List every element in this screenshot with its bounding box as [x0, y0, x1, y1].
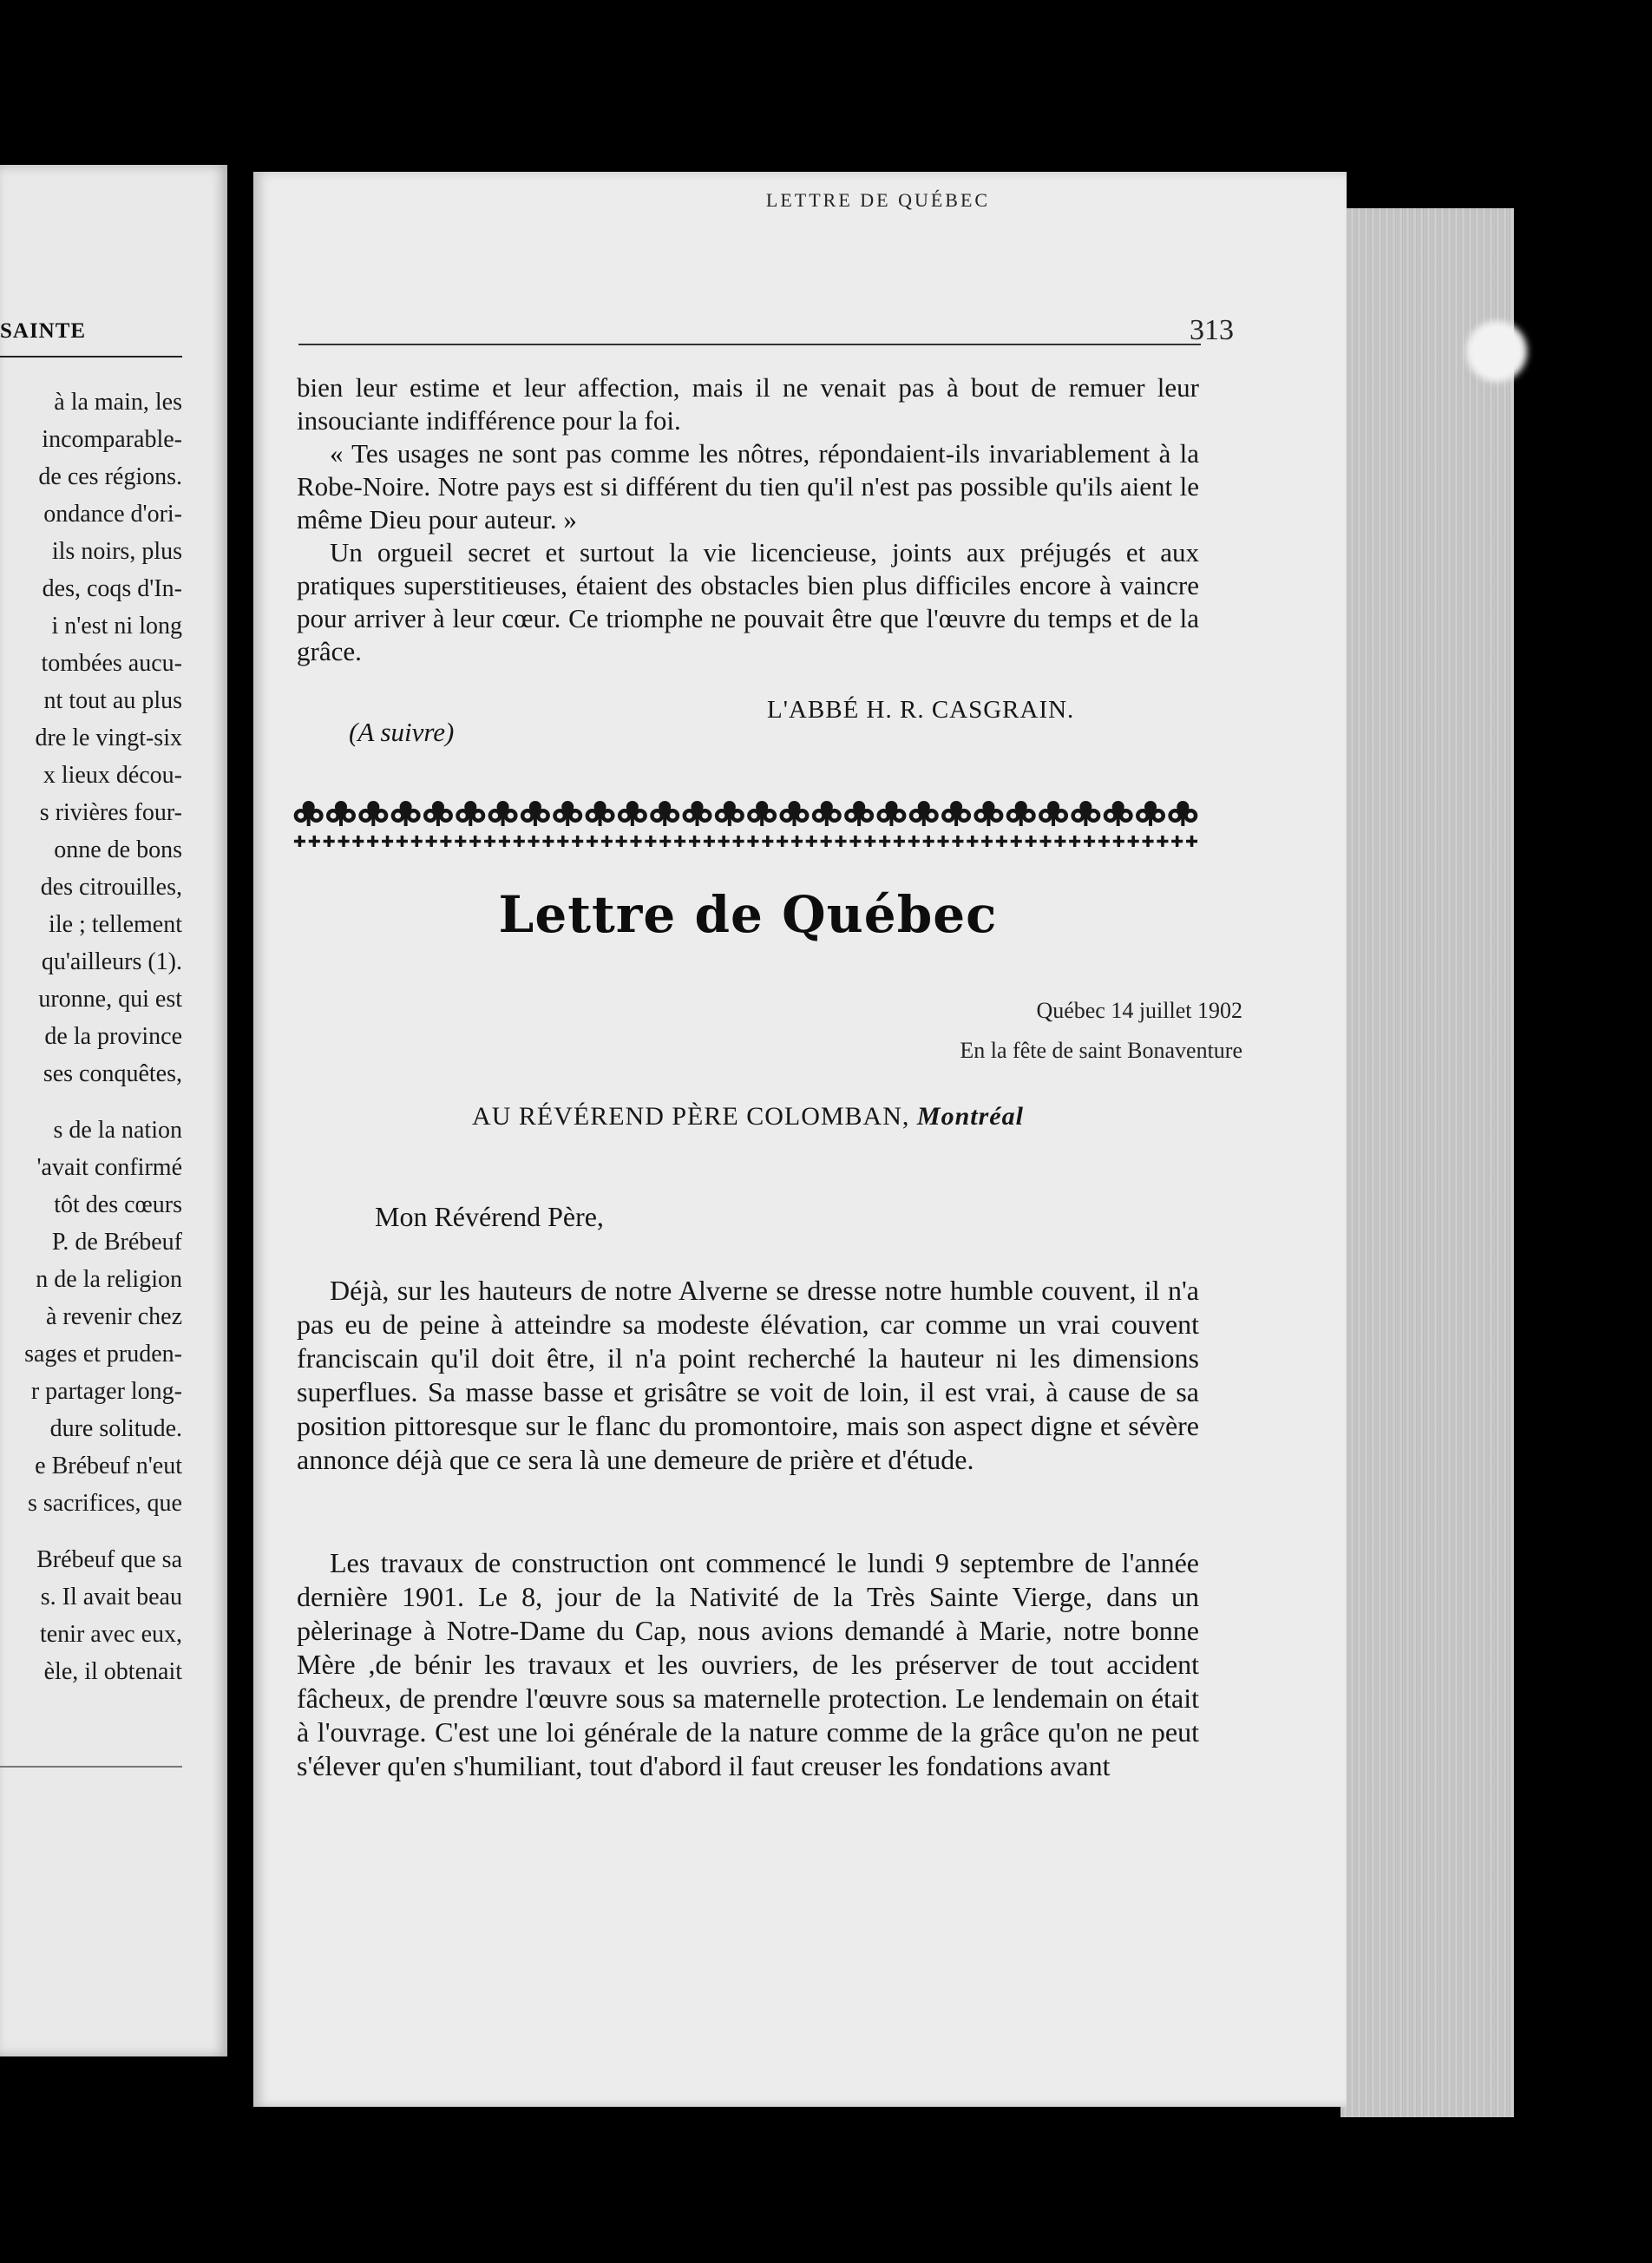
fleuron-icon	[488, 801, 518, 826]
left-text-line: ils noirs, plus	[51, 538, 182, 565]
cross-ornament-icon: ✚	[1111, 833, 1125, 851]
paragraph-continuation: bien leur estime et leur affection, mais il ne venait pas à bout de remuer leur insouciante indifférence pour la foi.	[297, 372, 1199, 436]
cross-ornament-icon: ✚	[629, 833, 643, 851]
fleuron-icon	[358, 801, 388, 826]
left-page-text	[0, 384, 182, 1690]
fleuron-icon	[650, 801, 679, 826]
addressee-place: Montréal	[916, 1102, 1024, 1131]
cross-ornament-icon: ✚	[951, 833, 965, 851]
cross-ornament-icon: ✚	[994, 833, 1009, 851]
cross-ornament-icon: ✚	[702, 833, 716, 851]
salutation: Mon Révérend Père,	[375, 1201, 604, 1232]
cross-ornament-icon: ✚	[366, 833, 380, 851]
left-text-line: tôt des cœurs	[54, 1191, 182, 1218]
paragraph-travaux: Les travaux de construction ont commencé le lundi 9 septembre de l'année dernière 1901. Le 8, jour de la Nativité de la Très Sainte Vierge, dans un pèlerinage à Notre-Dame du Cap, nous avions demandé à Marie, notre bonne Mère ,de bénir les travaux et les ouvriers, de les préserver de tout accident fâcheux, de prendre l'œuvre sous sa maternelle protection. Le lendemain on était à l'ouvrage. C'est une loi générale de la nature comme de la grâce qu'on ne peut s'élever qu'en s'humiliant, tout d'abord il faut creuser les fondations avant	[297, 1547, 1199, 1781]
left-text-line: 'avait confirmé	[36, 1154, 182, 1181]
cross-ornament-icon: ✚	[892, 833, 907, 851]
cross-ornament-icon: ✚	[1141, 833, 1155, 851]
fleuron-icon	[1071, 801, 1100, 826]
cross-ornament-icon: ✚	[1068, 833, 1082, 851]
fleuron-icon	[1168, 801, 1197, 826]
cross-ornament-icon: ✚	[673, 833, 687, 851]
cross-ornament-icon: ✚	[907, 833, 921, 851]
fleuron-icon	[909, 801, 939, 826]
fleuron-icon	[812, 801, 842, 826]
fleuron-icon	[779, 801, 809, 826]
left-text-line: x lieux décou-	[43, 762, 182, 789]
fleuron-icon	[423, 801, 453, 826]
left-text-line: incomparable-	[42, 426, 182, 453]
left-text-line: ondance d'ori-	[43, 501, 182, 528]
right-page	[253, 172, 1347, 2107]
cross-ornament-icon: ✚	[527, 833, 541, 851]
cross-ornament-icon: ✚	[600, 833, 613, 851]
left-footnote-rule	[0, 1766, 182, 1768]
cross-ornament-icon: ✚	[307, 833, 321, 851]
cross-ornament-icon: ✚	[571, 833, 585, 851]
left-text-line: i n'est ni long	[51, 613, 182, 640]
page-number: 313	[1190, 314, 1234, 346]
left-text-line: à la main, les	[54, 389, 182, 416]
cross-ornament-icon: ✚	[395, 833, 409, 851]
cross-ornament-icon: ✚	[1039, 833, 1052, 851]
addressee-name: AU RÉVÉREND PÈRE COLOMBAN,	[472, 1102, 910, 1131]
fleuron-icon	[586, 801, 615, 826]
dateline-feast: En la fête de saint Bonaventure	[960, 1038, 1242, 1063]
cross-ornament-icon: ✚	[614, 833, 628, 851]
fleuron-icon	[326, 801, 356, 826]
cross-ornament-icon: ✚	[717, 833, 731, 851]
fleuron-icon	[456, 801, 485, 826]
cross-ornament-icon: ✚	[1170, 833, 1184, 851]
left-text-line: r partager long-	[30, 1378, 182, 1405]
cross-ornament-icon: ✚	[834, 833, 848, 851]
left-text-line: ile ; tellement	[49, 911, 182, 938]
cross-ornament-icon: ✚	[776, 833, 790, 851]
cross-ornament-icon: ✚	[980, 833, 994, 851]
paragraph-orgueil: Un orgueil secret et surtout la vie licencieuse, joints aux préjugés et aux pratiques superstitieuses, étaient des obstacles bien plus difficiles encore à vaincre pour arriver à leur cœur. Ce triomphe ne pouvait être que l'œuvre du temps et de la grâce.	[297, 537, 1199, 666]
cross-ornament-icon: ✚	[746, 833, 760, 851]
cross-ornament-icon: ✚	[292, 833, 306, 851]
left-text-line: s. Il avait beau	[40, 1584, 182, 1610]
author-signature: L'ABBÉ H. R. CASGRAIN.	[767, 696, 1075, 724]
left-paragraph-gap	[0, 1092, 182, 1112]
cross-ornament-icon: ✚	[424, 833, 438, 851]
cross-ornament-icon: ✚	[351, 833, 365, 851]
left-text-line: e Brébeuf n'eut	[35, 1453, 182, 1479]
cross-ornament-icon: ✚	[921, 833, 935, 851]
cross-ornament-icon: ✚	[497, 833, 511, 851]
left-text-line: Brébeuf que sa	[36, 1546, 182, 1573]
cross-ornament-icon: ✚	[1009, 833, 1023, 851]
cross-ornament-icon: ✚	[659, 833, 672, 851]
cross-ornament-icon: ✚	[1024, 833, 1038, 851]
fleuron-icon	[1104, 801, 1133, 826]
cross-ornament-icon: ✚	[1126, 833, 1140, 851]
left-text-line: nt tout au plus	[43, 687, 182, 714]
fleuron-icon	[1006, 801, 1036, 826]
cross-ornament-icon: ✚	[482, 833, 497, 851]
cross-ornament-icon: ✚	[337, 833, 351, 851]
left-text-line: onne de bons	[54, 836, 182, 863]
cross-ornament-icon: ✚	[512, 833, 526, 851]
left-text-line: s sacrifices, que	[27, 1490, 182, 1517]
cross-ornament-icon: ✚	[966, 833, 980, 851]
fleuron-icon	[521, 801, 550, 826]
cross-ornament-icon: ✚	[1097, 833, 1111, 851]
dateline	[774, 991, 1242, 1071]
light-glare	[1466, 321, 1527, 382]
fleuron-icon	[844, 801, 874, 826]
fleuron-icon	[1136, 801, 1165, 826]
cross-ornament-icon: ✚	[863, 833, 877, 851]
fleuron-icon	[294, 801, 324, 826]
cross-ornament-icon: ✚	[1185, 833, 1199, 851]
cross-ornament-icon: ✚	[381, 833, 395, 851]
cross-ornament-icon: ✚	[936, 833, 950, 851]
fleuron-icon	[1039, 801, 1068, 826]
running-head: LETTRE DE QUÉBEC	[765, 189, 991, 211]
article-title: Lettre de Québec	[498, 885, 998, 944]
left-text-line: s de la nation	[53, 1117, 182, 1144]
cross-ornament-icon: ✚	[585, 833, 600, 851]
fleuron-icon	[941, 801, 971, 826]
left-text-line: dre le vingt-six	[35, 725, 182, 751]
cross-ornament-icon: ✚	[819, 833, 833, 851]
cross-ornament-icon: ✚	[454, 833, 468, 851]
cross-ornament-icon: ✚	[731, 833, 745, 851]
left-text-line: qu'ailleurs (1).	[41, 948, 182, 975]
fleuron-icon	[683, 801, 712, 826]
cross-ornament-icon: ✚	[322, 833, 336, 851]
left-text-line: s rivières four-	[39, 799, 182, 826]
cross-ornament-icon: ✚	[644, 833, 658, 851]
cross-ornament-icon: ✚	[439, 833, 453, 851]
cross-ornament-icon: ✚	[761, 833, 775, 851]
paragraph-quote: « Tes usages ne sont pas comme les nôtres, répondaient-ils invariablement à la Robe-Noire. Notre pays est si différent du tien qu'il n'est pas possible qu'ils aient le même Dieu pour auteur. »	[297, 438, 1199, 535]
left-running-head: SAINTE	[0, 319, 87, 343]
left-page	[0, 165, 227, 2056]
addressee	[297, 1102, 1199, 1132]
fleuron-icon	[618, 801, 647, 826]
left-text-line: èle, il obtenait	[43, 1658, 182, 1685]
left-text-line: sages et pruden-	[24, 1341, 182, 1368]
cross-ornament-icon: ✚	[469, 833, 482, 851]
paragraph-couvent: Déjà, sur les hauteurs de notre Alverne se dresse notre humble couvent, il n'a pas eu de peine à atteindre sa modeste élévation, car comme un vrai couvent franciscain qu'il doit être, il n'a point recherché la hauteur ni les dimensions superflues. Sa masse basse et grisâtre se voit de loin, il est vrai, à cause de sa position pittoresque sur le flanc du promontoire, mais son aspect digne et sévère annonce déjà que ce sera là une demeure de prière et d'étude.	[297, 1275, 1199, 1475]
fleuron-border-ornament-icon	[292, 795, 1199, 856]
cross-ornament-icon: ✚	[1053, 833, 1067, 851]
left-text-line: des, coqs d'In-	[42, 575, 182, 602]
left-text-line: de la province	[44, 1023, 182, 1050]
left-text-line: de ces régions.	[38, 463, 182, 490]
left-text-line: tombées aucu-	[41, 650, 182, 677]
cross-ornament-icon: ✚	[687, 833, 702, 851]
cross-ornament-icon: ✚	[556, 833, 570, 851]
cross-ornament-icon: ✚	[410, 833, 423, 851]
left-text-line: uronne, qui est	[38, 986, 182, 1013]
left-paragraph-gap	[0, 1522, 182, 1541]
left-header-rule	[0, 356, 182, 357]
left-text-line: tenir avec eux,	[39, 1621, 182, 1648]
fleuron-icon	[715, 801, 744, 826]
fleuron-icon	[747, 801, 777, 826]
dateline-place-date: Québec 14 juillet 1902	[1036, 998, 1242, 1023]
cross-ornament-icon: ✚	[1156, 833, 1170, 851]
cross-ornament-icon: ✚	[804, 833, 818, 851]
fleuron-icon	[876, 801, 906, 826]
left-text-line: ses conquêtes,	[43, 1060, 182, 1087]
cross-ornament-icon: ✚	[790, 833, 804, 851]
fleuron-icon	[553, 801, 582, 826]
cross-ornament-icon: ✚	[849, 833, 862, 851]
cross-ornament-icon: ✚	[878, 833, 892, 851]
cross-ornament-icon: ✚	[541, 833, 555, 851]
fleuron-icon	[974, 801, 1003, 826]
left-text-line: P. de Brébeuf	[51, 1229, 182, 1256]
header-rule	[298, 344, 1201, 345]
book-page-edges	[1341, 208, 1514, 2117]
to-be-continued: (A suivre)	[349, 717, 455, 747]
left-text-line: n de la religion	[36, 1266, 182, 1293]
fleuron-icon	[391, 801, 421, 826]
left-text-line: dure solitude.	[49, 1415, 182, 1442]
left-text-line: à revenir chez	[46, 1303, 182, 1330]
cross-ornament-icon: ✚	[1083, 833, 1097, 851]
left-text-line: des citrouilles,	[40, 874, 182, 901]
